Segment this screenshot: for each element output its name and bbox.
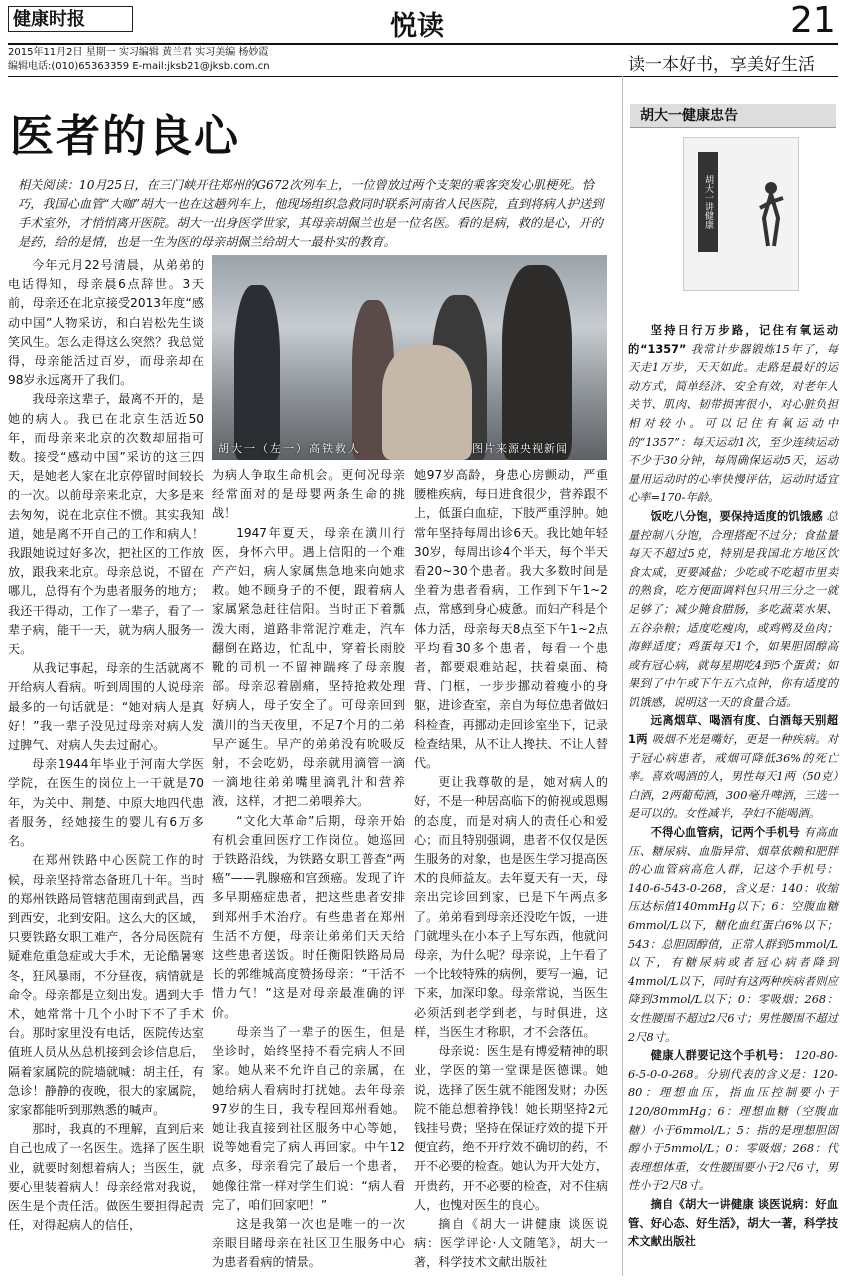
paragraph: 1947年夏天，母亲在潢川行医，身怀六甲。遇上信阳的一个难产产妇，病人家属焦急地来向她求救。她不顾身子的不便，跟着病人家属紧急赶往信阳。当时正下着瓢泼大雨，道路非常泥泞难走，汽车翻倒在路边，忙乱中，穿着长雨胶靴的司机一不留神踹疼了母亲腹部。母亲忍着剧痛，坚持抢救处理好病人，母子安全了。可母亲回到潢川的当天夜里，不足7个月的二弟早产诞生。早产的弟弟没有吮吸反射，不会吃奶，母亲就用滴管一滴一滴地往弟弟嘴里滴乳汁和营养液，这样，才把二弟喂养大。 (212, 525, 405, 809)
paragraph: 母亲当了一辈子的医生，但是坐诊时，始终坚持不看完病人不回家。她从来不允许自己的亲属，在她给病人看病时打扰她。去年母亲97岁的生日，我专程回郑州看她。她让我直接到社区服务中心等她，说等她看完了病人再回家。中午12点多，母亲看完了最后一个患者，她像往常一样对学生们说：“病人看完了，咱们回家吧！” (212, 1024, 405, 1212)
sidebar-title: 胡大一健康忠告 (630, 104, 836, 128)
article-headline: 医者的良心 (10, 111, 240, 162)
book-title: 胡大一讲健康 (698, 152, 718, 252)
editor-contact: 编辑电话:(010)65363359 E-mail:jksb21@jksb.com.cn (8, 61, 270, 72)
paragraph: 今年元月22号清晨，从弟弟的电话得知，母亲晨6点辞世。3天前，母亲还在北京接受2013年度“感动中国”人物采访，和白岩松先生谈笑风生。怎么走得这么突然？我总觉得，母亲能活过百岁，而母亲却在98岁永远离开了我们。 (8, 258, 204, 388)
sidebar-paragraph (628, 824, 838, 1047)
sidebar-column (628, 322, 838, 1252)
tip-heading: 不得心血管病，记两个手机号 (650, 826, 800, 840)
photo-figure-doctor (502, 265, 572, 460)
sidebar-paragraph (628, 508, 838, 713)
article-column-3 (414, 466, 608, 1273)
tip-heading: 饭吃八分饱，要保持适度的饥饿感 (650, 509, 823, 523)
section-title: 悦读 (390, 11, 444, 42)
tip-text: 120-80-6-5-0-0-268。分别代表的含义是：120-80：理想血压，指血压控制要小于120/80mmHg；6：理想血糖（空腹血糖）小于6mmol/L；5：指的是理想胆固醇小于5mmol/L；0：零吸烟；268：代表理想体重，女性腰围要小于2尺6寸，男性小于2尺8寸。 (628, 1049, 838, 1193)
photo-figure-patient (382, 345, 472, 460)
tip-text: 有高血压、糖尿病、血脂异常、烟草依赖和肥胖的心血管病高危人群，记这个手机号：140-6-543-0-268，含义是：140：收缩压达标值140mmHg以下；6：空腹血糖6mmol/L以下，糖化血红蛋白6%以下；543：总胆固醇值，正常人群到5mmol/L以下，有糖尿病或者冠心病者降到4mmol/L以下，同时有这两种疾病者则应降到3mmol/L以下；0：零吸烟；268：女性腰围不超过2尺6寸；男性腰围不超过2尺8寸。 (628, 826, 838, 1044)
paragraph: 为病人争取生命机会。更何况母亲经常面对的是母婴两条生命的挑战！ (212, 468, 405, 521)
photo-caption: 胡大一（左一）高铁救人 (218, 442, 361, 455)
masthead-rule (8, 43, 838, 45)
sidebar-paragraph (628, 712, 838, 824)
sidebar-source-text: 摘自《胡大一讲健康 谈医说病：好血管、好心态、好生活》，胡大一著，科学技术文献出版社 (628, 1197, 838, 1249)
paragraph: 更让我尊敬的是，她对病人的好，不是一种居高临下的俯视或恩赐的态度，而是对病人的责任心和爱心；而且特别强调，患者不仅仅是医生服务的对象，也是医生学习提高医术的良师益友。去年夏天有一天，母亲出完诊回到家，已是下午两点多了。弟弟看到母亲还没吃午饭，一进门就埋头在小本子上写东西，他就问母亲，为什么呢？母亲说，上午看了一个比较特殊的病例，要写一遍，记下来，加深印象。母亲常说，当医生必须活到老学到老，与时俱进，这样，当医生才称职，才不会落伍。 (414, 775, 608, 1039)
tip-heading: 坚持日行万步路，记住有氧运动的“1357” (628, 324, 838, 356)
paragraph: 母亲说：医生是有博爱精神的职业，学医的第一堂课是医德课。她说，选择了医生就不能图发财；办医院不能总想着挣钱！她长期坚持2元钱挂号费；坚持在保证疗效的提下开便宜药，绝不开疗效不确切的药，不开不必要的检查。她认为开大处方，开贵药，开不必要的检查，对不住病人，也愧对医生的良心。 (414, 1044, 608, 1212)
page-number: 21 (790, 0, 836, 41)
sidebar-paragraph (628, 322, 838, 508)
header-rule (8, 76, 838, 77)
article-column-1 (8, 256, 204, 1235)
sidebar-divider (622, 76, 623, 1276)
section-slogan: 读一本好书，享美好生活 (628, 55, 815, 75)
paragraph: 她97岁高龄，身患心房颤动，严重腰椎疾病，每日进食很少，营养跟不上，低蛋白血症，下肢严重浮肿。她常年坚持每周出诊6天。我比她年轻30岁，每周出诊4个半天，每个半天看20~30个患者。我大多数时间是坐着为患者看病，工作到下午1~2点，常感到身心疲惫。而妇产科是个体力活，母亲每天8点至下午1~2点平均看30多个患者，每看一个患者，都要艰难站起，扶着桌面、椅背、门框，一步步挪动着瘦小的身躯，进诊查室，亲自为每位患者做妇科检查，再挪动走回诊室坐下，记录检查结果，从不让人搀扶、不让人替代。 (414, 468, 608, 771)
article-lead: 相关阅读：10月25日，在三门峡开往郑州的G672次列车上，一位曾放过两个支架的乘客突发心肌梗死。恰巧，我国心血管“大咖”胡大一也在这趟列车上，他现场组织急救同时联系河南省人民医院，直到将病人护送到手术室外，才悄悄离开医院。胡大一出身医学世家，其母亲胡佩兰也是一位名医。看的是病，救的是心，开的是药，给的是情，也是一生为医的母亲胡佩兰给胡大一最朴实的教育。 (18, 178, 604, 249)
paragraph: 在郑州铁路中心医院工作的时候，母亲坚持常态备班几十年。当时的郑州铁路局管辖范围南到武昌，西到西安，北到安阳。这么大的区域，只要铁路女职工难产，各分局医院有疑难危重急症或大手术，无论酷暑寒冬，狂风暴雨，不分昼夜，病情就是命令。母亲都是立刻出发。遇到大手术，她常常十几个小时下不了手术台。那时家里没有电话，医院传达室值班人员从丛总机接到会诊信息后，隔着家属院的院墙就喊：胡主任，有急诊！静静的夜晚，很大的家属院，家家都能听到那熟悉的喊声。 (8, 853, 204, 1117)
article-column-2 (212, 466, 405, 1273)
tip-heading: 远离烟草、喝酒有度、白酒每天别超1两 (628, 714, 838, 747)
paragraph: 从我记事起，母亲的生活就离不开给病人看病。听到周围的人说母亲最多的一句话就是：“她对病人是真好！”我一辈子没见过母亲对病人发过脾气、对病人失去过耐心。 (8, 661, 204, 753)
paragraph: 那时，我真的不理解，直到后来自己也成了一名医生。选择了医生职业，就要时刻想着病人；当医生，就要心里装着病人！母亲经常对我说，医生是个责任活。做医生要担得起责任，对得起病人的信任， (8, 1122, 204, 1233)
tip-heading: 健康人群要记这个手机号： (650, 1049, 791, 1063)
tip-text: 我常计步器锻炼15年了，每天走1万步，天天如此。走路是最好的运动方式，简单经济、安全有效，对老年人关节、肌肉、韧带损害很小，对心脏负担相对较小。可以记住有氧运动中的“1357”：每天运动1次，至少连续运动不少于30分钟，每周确保运动5天，运动量用运动时的心率快慢评估，运动时适宜心率=170-年龄。 (628, 342, 838, 505)
photo-figure-officer (234, 285, 280, 460)
paragraph: 这是我第一次也是唯一的一次亲眼目睹母亲在社区卫生服务中心为患者看病的情景。 (212, 1216, 405, 1270)
tip-text: 总量控制八分饱，合理搭配不过分；食盐量每天不超过5克，特别是我国北方地区饮食太咸，更要减盐；少吃或不吃超市里卖的熟食，吃方便面调料包只用三分之一就足够了；减少腌食腊肠，多吃蔬菜水果、五谷杂粮；适度吃瘦肉，或鸡鸭及鱼肉；海鲜适度；鸡蛋每天1个，如果胆固醇高或有冠心病，就每星期吃4到5个蛋黄；如果到了中午或下午五六点钟，你有适度的饥饿感，说明这一天的食量合适。 (628, 509, 838, 709)
issue-meta: 2015年11月2日 星期一 实习编辑 黄兰君 实习美编 杨妙霞 (8, 47, 269, 58)
photo-credit: 图片来源央视新闻 (472, 442, 568, 455)
book-cover (683, 137, 799, 291)
tip-text: 吸烟不光是嘴好，更是一种疾病。对于冠心病患者，戒烟可降低36%的死亡率。喜欢喝酒的人，男性每天1两（50克）白酒，2两葡萄酒，300毫升啤酒，三选一是可以的。女性减半，孕妇不能喝酒。 (628, 733, 838, 821)
sidebar-paragraph (628, 1047, 838, 1196)
paragraph: “文化大革命”后期，母亲开始有机会重回医疗工作岗位。她巡回于铁路沿线，为铁路女职工普查“两癌”——乳腺癌和宫颈癌。发现了许多早期癌症患者，把这些患者安排到郑州手术治疗。有些患者在郑州生活不方便，母亲让弟弟们天天给这些患者送饭。时任衡阳铁路局局长的郭维城高度赞扬母亲：“干活不惜力气！”这是对母亲最准确的评价。 (212, 813, 405, 1020)
book-figure-icon (756, 178, 786, 248)
sidebar-source (628, 1196, 838, 1252)
paragraph: 我母亲这辈子，最离不开的，是她的病人。我已在北京生活近50年，而母亲来北京的次数却屈指可数。接受“感动中国”采访的这三四天，是她老人家在北京停留时间较长的一次。以前母亲来北京，大多是来去匆匆，说在北京住不惯。其实我知道，她是离不开自己的工作和病人！我跟她说过好多次，把社区的工作放放，跟我来北京。母亲总说，不留在哪儿，总得有个为患者服务的地方；我还干得动，工作了一辈子，看了一辈子病，能干一天，就为病人服务一天。 (8, 392, 204, 657)
newspaper-logo: 健康时报 (8, 6, 133, 32)
article-source: 摘自《胡大一讲健康 谈医说病：医学评论·人文随笔》，胡大一著，科学技术文献出版社 (414, 1216, 608, 1270)
article-photo (212, 255, 607, 460)
paragraph: 母亲1944年毕业于河南大学医学院，在医生的岗位上一干就是70年，为关中、荆楚、中原大地四代患者服务，经她接生的婴儿有6万多名。 (8, 757, 204, 849)
